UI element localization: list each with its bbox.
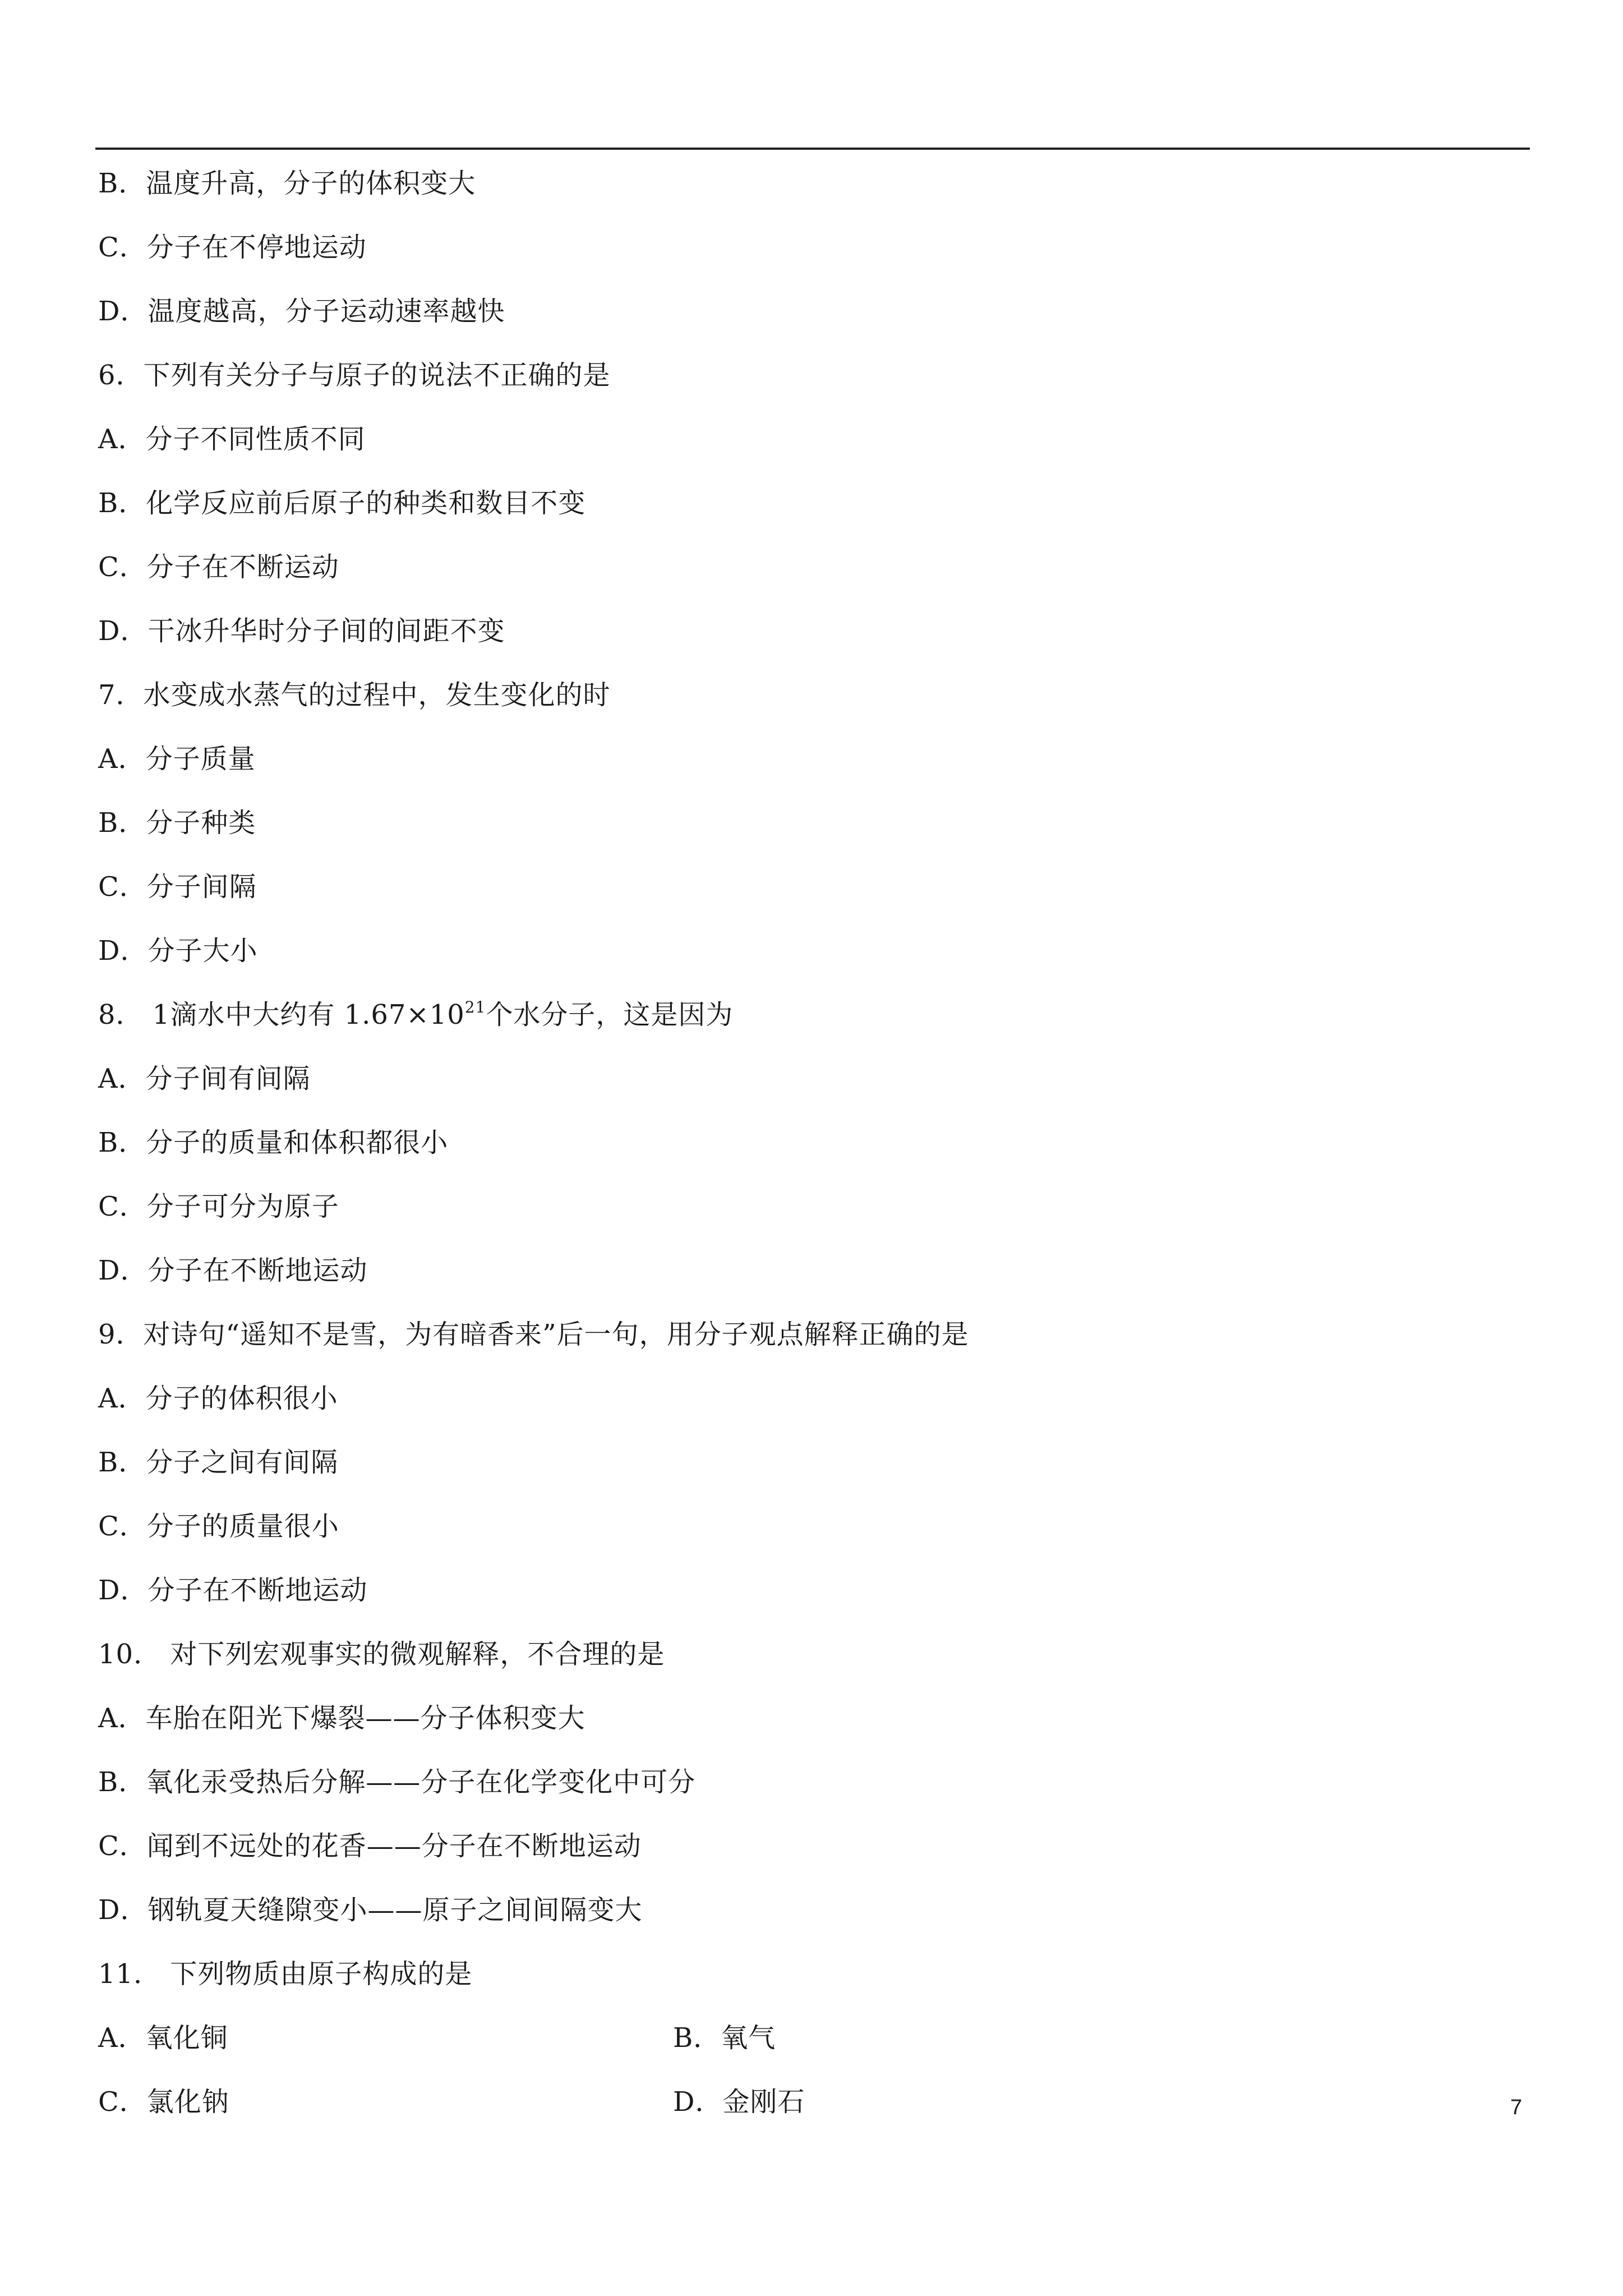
- option-line: C．闻到不远处的花香——分子在不断地运动: [98, 1830, 642, 1862]
- option-line: A．分子间有间隔: [98, 1063, 311, 1094]
- option-right: D．金刚石: [673, 2086, 805, 2118]
- header-rule: [95, 148, 1530, 150]
- option-line: B．化学反应前后原子的种类和数目不变: [98, 487, 586, 519]
- option-line: B．分子种类: [98, 807, 256, 839]
- option-line: C．分子间隔: [98, 871, 257, 903]
- question-11: 11． 下列物质由原子构成的是: [98, 1958, 473, 1990]
- option-line: D．干冰升华时分子间的间距不变: [98, 615, 505, 647]
- question-8: [98, 995, 1534, 1059]
- option-line: D．钢轨夏天缝隙变小——原子之间间隔变大: [98, 1894, 643, 1926]
- option-line: A．车胎在阳光下爆裂——分子体积变大: [98, 1703, 585, 1734]
- option-line: C．分子可分为原子: [98, 1191, 339, 1222]
- option-line: B．分子之间有间隔: [98, 1447, 339, 1478]
- question-9: 9．对诗句“遥知不是雪，为有暗香来”后一句，用分子观点解释正确的是: [98, 1319, 969, 1350]
- option-line: A．分子质量: [98, 743, 256, 775]
- option-row: [98, 2018, 1534, 2082]
- question-6: 6．下列有关分子与原子的说法不正确的是: [98, 360, 611, 391]
- page-number: 7: [1510, 2096, 1523, 2119]
- question-8-prefix: 8． 1滴水中大约有 1.67×10: [98, 999, 465, 1030]
- option-line: C．分子在不断运动: [98, 551, 339, 583]
- option-line: D．温度越高，分子运动速率越快: [98, 296, 505, 327]
- option-line: B．分子的质量和体积都很小: [98, 1127, 449, 1158]
- option-line: A．分子不同性质不同: [98, 424, 366, 455]
- option-line: D．分子在不断地运动: [98, 1575, 368, 1606]
- question-7: 7．水变成水蒸气的过程中，发生变化的时: [98, 679, 611, 711]
- option-line: D．分子大小: [98, 935, 258, 967]
- option-left: C．氯化钠: [98, 2086, 229, 2118]
- option-line: B．氧化汞受热后分解——分子在化学变化中可分: [98, 1766, 696, 1798]
- question-content: [98, 164, 1534, 2146]
- question-10: 10． 对下列宏观事实的微观解释，不合理的是: [98, 1639, 665, 1670]
- question-8-suffix: 个水分子，这是因为: [486, 999, 734, 1030]
- question-8-exponent: 21: [464, 998, 486, 1016]
- option-left: A．氧化铜: [98, 2022, 228, 2054]
- option-line: B．温度升高，分子的体积变大: [98, 168, 476, 199]
- option-line: A．分子的体积很小: [98, 1383, 338, 1414]
- option-line: D．分子在不断地运动: [98, 1255, 368, 1286]
- option-line: C．分子的质量很小: [98, 1511, 339, 1542]
- option-line: C．分子在不停地运动: [98, 232, 367, 263]
- option-right: B．氧气: [673, 2022, 776, 2054]
- option-row: [98, 2082, 1534, 2146]
